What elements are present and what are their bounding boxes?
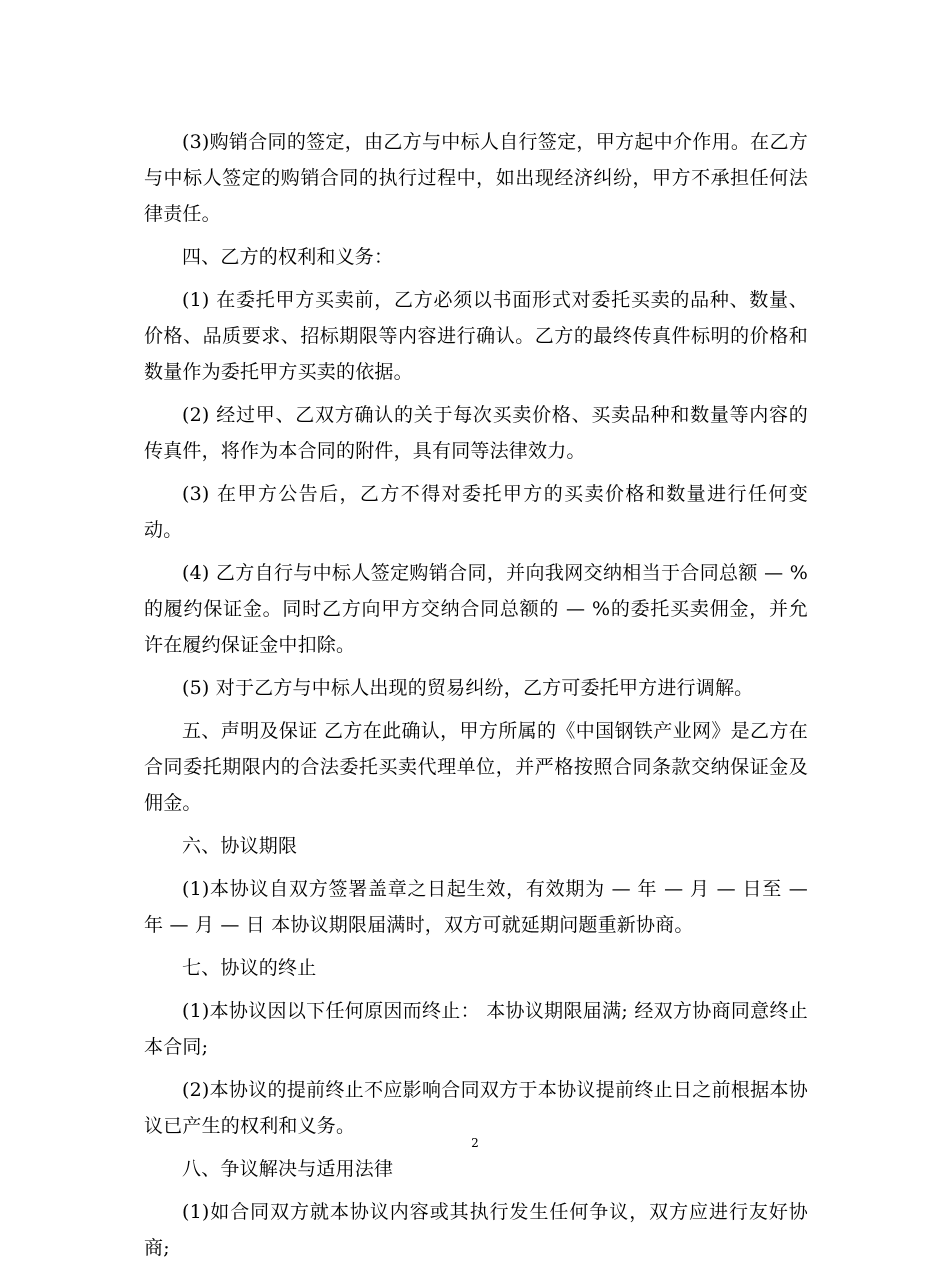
- paragraph-term-1: (1)本协议自双方签署盖章之日起生效，有效期为 — 年 — 月 — 日至 — 年 — 月 — 日 本协议期限届满时，双方可就延期问题重新协商。: [144, 878, 808, 936]
- paragraph-dispute-1: (1)如合同双方就本协议内容或其执行发生任何争议，双方应进行友好协商;: [144, 1201, 808, 1259]
- heading-term: 六、协议期限: [182, 835, 298, 857]
- paragraph-b-4: (4) 乙方自行与中标人签定购销合同，并向我网交纳相当于合同总额 — %的履约保证金。同时乙方向甲方交纳合同总额的 — %的委托买卖佣金，并允许在履约保证金中扣除。: [144, 562, 808, 656]
- paragraph-contract-signing: (3)购销合同的签定，由乙方与中标人自行签定，甲方起中介作用。在乙方与中标人签定的购销合同的执行过程中，如出现经济纠纷，甲方不承担任何法律责任。: [144, 131, 808, 225]
- paragraph-termination-2: (2)本协议的提前终止不应影响合同双方于本协议提前终止日之前根据本协议已产生的权利和义务。: [144, 1079, 808, 1137]
- paragraph-b-2: (2) 经过甲、乙双方确认的关于每次买卖价格、买卖品种和数量等内容的传真件，将作为本合同的附件，具有同等法律效力。: [144, 404, 808, 462]
- heading-dispute: 八、争议解决与适用法律: [182, 1158, 394, 1180]
- paragraph-termination-1: (1)本协议因以下任何原因而终止： 本协议期限届满; 经双方协商同意终止本合同;: [144, 1000, 808, 1058]
- paragraph-declaration: 五、声明及保证 乙方在此确认，甲方所属的《中国钢铁产业网》是乙方在合同委托期限内的合法委托买卖代理单位，并严格按照合同条款交纳保证金及佣金。: [144, 720, 808, 814]
- document-body: [144, 124, 808, 1273]
- paragraph-b-1: (1) 在委托甲方买卖前，乙方必须以书面形式对委托买卖的品种、数量、价格、品质要求、招标期限等内容进行确认。乙方的最终传真件标明的价格和数量作为委托甲方买卖的依据。: [144, 289, 808, 383]
- page-number: 2: [471, 1136, 479, 1150]
- heading-termination: 七、协议的终止: [182, 957, 317, 979]
- paragraph-b-3: (3) 在甲方公告后，乙方不得对委托甲方的买卖价格和数量进行任何变动。: [144, 483, 808, 541]
- paragraph-b-5: (5) 对于乙方与中标人出现的贸易纠纷，乙方可委托甲方进行调解。: [182, 677, 754, 699]
- heading-party-b-rights: 四、乙方的权利和义务：: [182, 246, 394, 268]
